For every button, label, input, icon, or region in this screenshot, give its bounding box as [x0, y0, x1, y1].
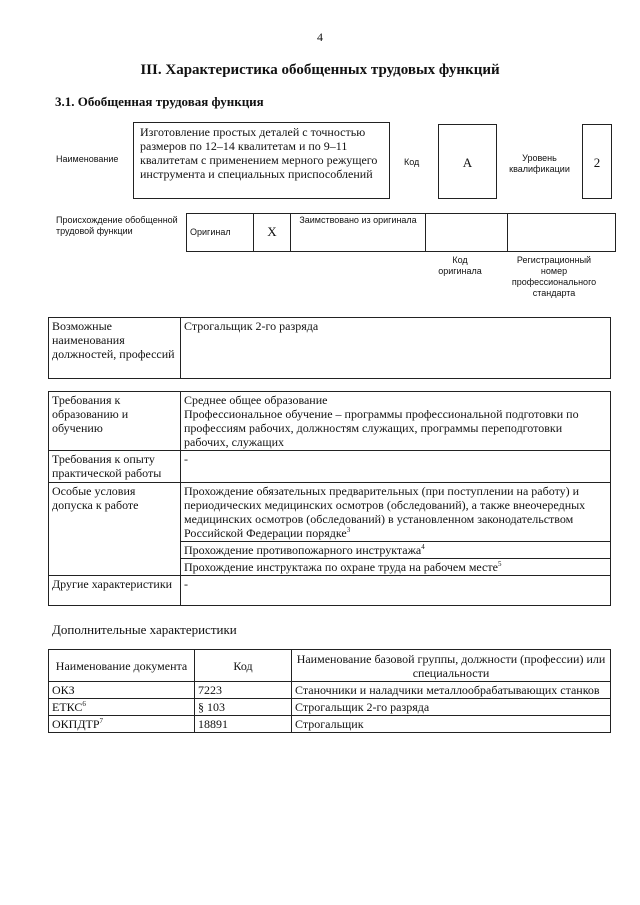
conditions-label-cell [49, 483, 181, 576]
positions-value: Строгальщик 2-го разряда [184, 319, 319, 333]
conditions-value-3: Прохождение инструктажа по охране труда на рабочем месте [184, 560, 498, 574]
code-value-box [438, 124, 497, 199]
code-label: Код [404, 157, 420, 167]
row-code: § 103 [195, 699, 292, 716]
code-original-label: Код оригинала [438, 255, 482, 276]
header-name-label: Наименование базовой группы, должности (профессии) или специальности [296, 651, 606, 680]
education-value-cell [181, 392, 611, 451]
row-doc: ОКПДТР$^7$ [49, 716, 195, 733]
row-name: Станочники и наладчики металлообрабатывающих станков [292, 682, 611, 699]
header-doc-label: Наименование документа [55, 658, 188, 673]
footnote-4: 4 [421, 543, 425, 551]
education-value-1: Среднее общее образование [184, 393, 328, 407]
borrowed-label-cell [291, 214, 426, 252]
additional-table [48, 649, 611, 733]
row-doc: ОКЗ [49, 682, 195, 699]
name-label: Наименование [56, 154, 119, 164]
other-label: Другие характеристики [52, 577, 173, 591]
original-label-cell [187, 214, 254, 252]
table-row [49, 699, 611, 716]
code-original-cell [426, 214, 508, 252]
experience-label-cell [49, 451, 181, 483]
conditions-value-3-cell [181, 559, 611, 576]
experience-label: Требования к опыту практической работы [52, 452, 162, 480]
positions-table [48, 317, 611, 379]
conditions-value-2-cell [181, 542, 611, 559]
row-name: Строгальщик [292, 716, 611, 733]
row-name: Строгальщик 2-го разряда [292, 699, 611, 716]
education-value-2: Профессиональное обучение – программы профессиональной подготовки по профессиям рабочих, должностям служащих, программы переподготовки рабочих, служащих [184, 407, 579, 449]
other-label-cell [49, 576, 181, 606]
footnote-5: 5 [497, 560, 502, 568]
level-value-box [582, 124, 612, 199]
name-value-box [133, 122, 390, 199]
other-value: - [184, 577, 188, 591]
row-code: 18891 [195, 716, 292, 733]
additional-header-name [292, 650, 611, 682]
positions-label-cell [49, 318, 181, 379]
positions-value-cell [181, 318, 611, 379]
page-number: 4 [317, 30, 323, 44]
row-code: 7223 [195, 682, 292, 699]
positions-label: Возможные наименования должностей, профессий [52, 319, 175, 361]
row-doc: ЕТКС$^6$ [49, 699, 195, 716]
other-value-cell [181, 576, 611, 606]
header-code-label: Код [233, 658, 253, 673]
additional-header-code [195, 650, 292, 682]
original-mark: X [267, 224, 277, 239]
code-value: А [462, 155, 473, 170]
education-label: Требования к образованию и обучению [52, 393, 129, 435]
table-row [49, 682, 611, 699]
conditions-value-1-cell [181, 483, 611, 542]
origin-table [186, 213, 616, 252]
origin-label: Происхождение обобщенной трудовой функции [56, 215, 178, 236]
experience-value: - [184, 452, 188, 466]
reg-number-cell [508, 214, 616, 252]
subsection-title: 3.1. Обобщенная трудовая функция [55, 94, 264, 109]
name-value: Изготовление простых деталей с точностью размеров по 12–14 квалитетам и по 9–11 квалитетам с применением мерного режущего инструмента и специальных приспособлений [140, 125, 378, 181]
original-label: Оригинал [190, 227, 231, 237]
education-label-cell [49, 392, 181, 451]
original-mark-cell [254, 214, 291, 252]
experience-value-cell [181, 451, 611, 483]
borrowed-label: Заимствовано из оригинала [299, 215, 417, 225]
section-title: III. Характеристика обобщенных трудовых функций [140, 62, 500, 78]
additional-header-doc [49, 650, 195, 682]
level-label: Уровень квалификации [509, 153, 570, 174]
table-row [49, 716, 611, 733]
level-value: 2 [593, 155, 601, 170]
conditions-label: Особые условия допуска к работе [52, 484, 139, 512]
additional-title: Дополнительные характеристики [52, 622, 237, 637]
reg-number-label: Регистрационный номер профессионального стандарта [511, 255, 597, 298]
conditions-value-1: Прохождение обязательных предварительных (при поступлении на работу) и периодических медицинских осмотров (обследований), а также внеочередных медицинских осмотров (обследований) в установленном законодательством Российской Федерации порядке [184, 484, 586, 540]
footnote-3: 3 [346, 526, 351, 534]
conditions-value-2: Прохождение противопожарного инструктажа [184, 543, 422, 557]
requirements-table [48, 391, 611, 606]
